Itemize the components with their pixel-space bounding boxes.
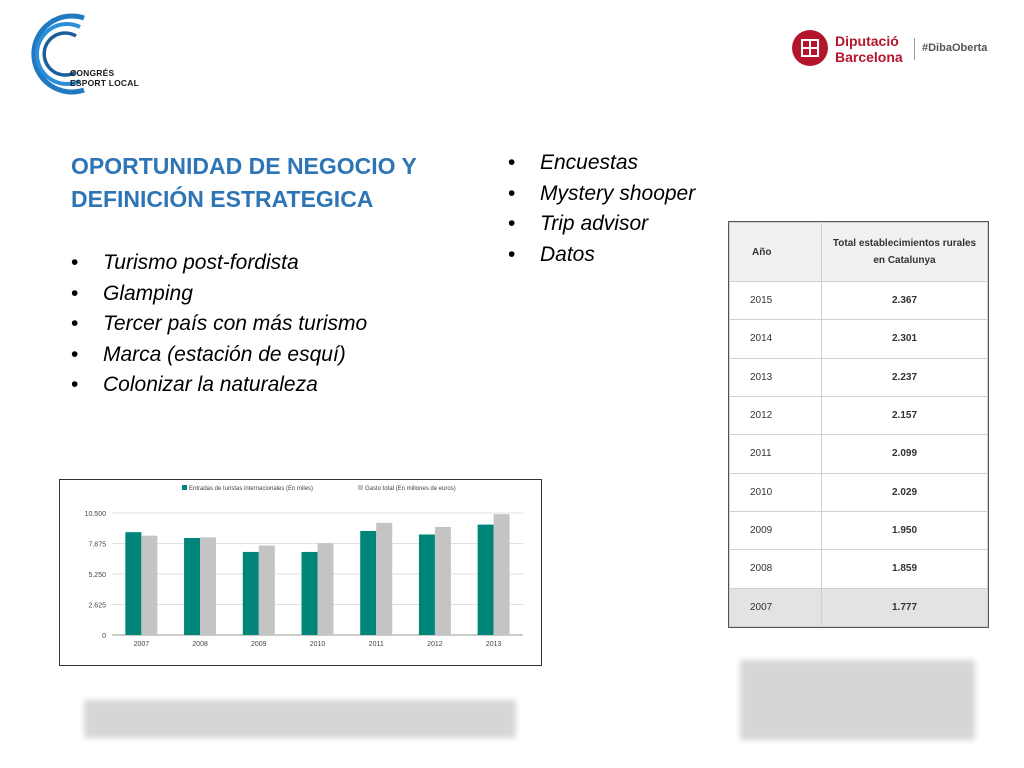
bar — [302, 552, 318, 635]
table-row — [730, 358, 988, 396]
bar — [478, 525, 494, 635]
x-tick-label: 2009 — [250, 641, 267, 648]
congres-esport-local-logo — [18, 12, 158, 96]
bar — [141, 536, 157, 635]
diputacio-name-line1: Diputació — [835, 33, 899, 49]
rural-establishments-table — [728, 221, 989, 628]
logo-text-line2: ESPORT LOCAL — [70, 78, 139, 88]
diputacio-barcelona-logo — [792, 30, 1002, 70]
left-bullet-list — [71, 248, 367, 401]
bar — [243, 552, 259, 635]
list-item: • Encuestas — [508, 148, 695, 179]
bar — [184, 538, 200, 635]
bar — [360, 531, 376, 635]
x-tick-label: 2008 — [192, 641, 208, 648]
header-total — [822, 223, 988, 282]
legend-swatch — [358, 485, 363, 490]
bar — [435, 527, 451, 635]
y-tick-label: 5.250 — [88, 572, 106, 579]
table-header-row — [730, 223, 988, 282]
cell-value: 1.777 — [822, 588, 988, 626]
list-item: • Colonizar la naturaleza — [71, 370, 367, 401]
cell-value: 1.859 — [822, 550, 988, 588]
cell-year: 2010 — [730, 473, 822, 511]
slide-heading — [71, 150, 471, 216]
bar — [419, 534, 435, 635]
bar — [125, 532, 141, 635]
header-year: Año — [730, 223, 822, 282]
diputacio-name-line2: Barcelona — [835, 49, 903, 65]
bar — [318, 543, 334, 635]
legend-label: Entradas de turistas internacionales (En miles) — [189, 486, 314, 492]
list-item: • Glamping — [71, 279, 367, 310]
cell-value: 1.950 — [822, 511, 988, 549]
header-total-line2: en Catalunya — [873, 255, 936, 266]
list-item: • Turismo post-fordista — [71, 248, 367, 279]
cell-year: 2013 — [730, 358, 822, 396]
cell-value: 2.029 — [822, 473, 988, 511]
table-row — [730, 588, 988, 626]
y-tick-label: 2.625 — [88, 602, 106, 610]
list-item: • Trip advisor — [508, 209, 695, 240]
bar — [376, 523, 392, 635]
cell-year: 2007 — [730, 588, 822, 626]
table-row — [730, 550, 988, 588]
diputacio-seal-icon — [792, 30, 828, 66]
heading-line1: OPORTUNIDAD DE NEGOCIO Y — [71, 153, 417, 179]
cell-year: 2015 — [730, 282, 822, 320]
x-tick-label: 2007 — [133, 641, 150, 648]
header-total-line1: Total establecimientos rurales — [832, 238, 977, 249]
right-bullet-list — [508, 148, 695, 270]
cell-value: 2.367 — [822, 282, 988, 320]
legend-label: Gasto total (En millones de euros) — [365, 486, 456, 492]
logo-text-line1: CONGRÉS — [70, 68, 115, 78]
list-item: • Marca (estación de esquí) — [71, 340, 367, 371]
logo-divider — [914, 38, 915, 60]
chart-svg — [60, 480, 541, 665]
list-item: • Tercer país con más turismo — [71, 309, 367, 340]
table-row — [730, 473, 988, 511]
table-row — [730, 511, 988, 549]
heading-line2: DEFINICIÓN ESTRATEGICA — [71, 186, 374, 212]
table-row — [730, 396, 988, 434]
y-tick-label: 0 — [102, 633, 106, 640]
blurred-caption — [84, 700, 516, 738]
cell-value: 2.099 — [822, 435, 988, 473]
table-row — [730, 320, 988, 358]
x-tick-label: 2010 — [309, 641, 326, 648]
bar — [200, 537, 216, 635]
table-row — [730, 282, 988, 320]
cell-value: 2.157 — [822, 396, 988, 434]
cell-year: 2012 — [730, 396, 822, 434]
x-tick-label: 2013 — [485, 641, 502, 648]
y-tick-label: 7.875 — [88, 541, 106, 549]
cell-year: 2014 — [730, 320, 822, 358]
x-tick-label: 2011 — [368, 641, 384, 648]
data-table — [729, 222, 988, 627]
y-tick-label: 10.500 — [84, 511, 106, 518]
x-tick-label: 2012 — [427, 641, 443, 648]
blurred-image — [740, 660, 975, 740]
cell-year: 2011 — [730, 435, 822, 473]
list-item: • Mystery shooper — [508, 179, 695, 210]
tourism-bar-chart — [59, 479, 542, 666]
cell-value: 2.237 — [822, 358, 988, 396]
bar — [494, 514, 510, 635]
cell-value: 2.301 — [822, 320, 988, 358]
diputacio-name — [835, 33, 903, 65]
cell-year: 2009 — [730, 511, 822, 549]
bar — [259, 546, 275, 635]
table-row — [730, 435, 988, 473]
legend-swatch — [182, 485, 187, 490]
hashtag: #DibaOberta — [922, 42, 988, 54]
list-item: • Datos — [508, 240, 695, 271]
cell-year: 2008 — [730, 550, 822, 588]
logo-text — [70, 68, 139, 88]
